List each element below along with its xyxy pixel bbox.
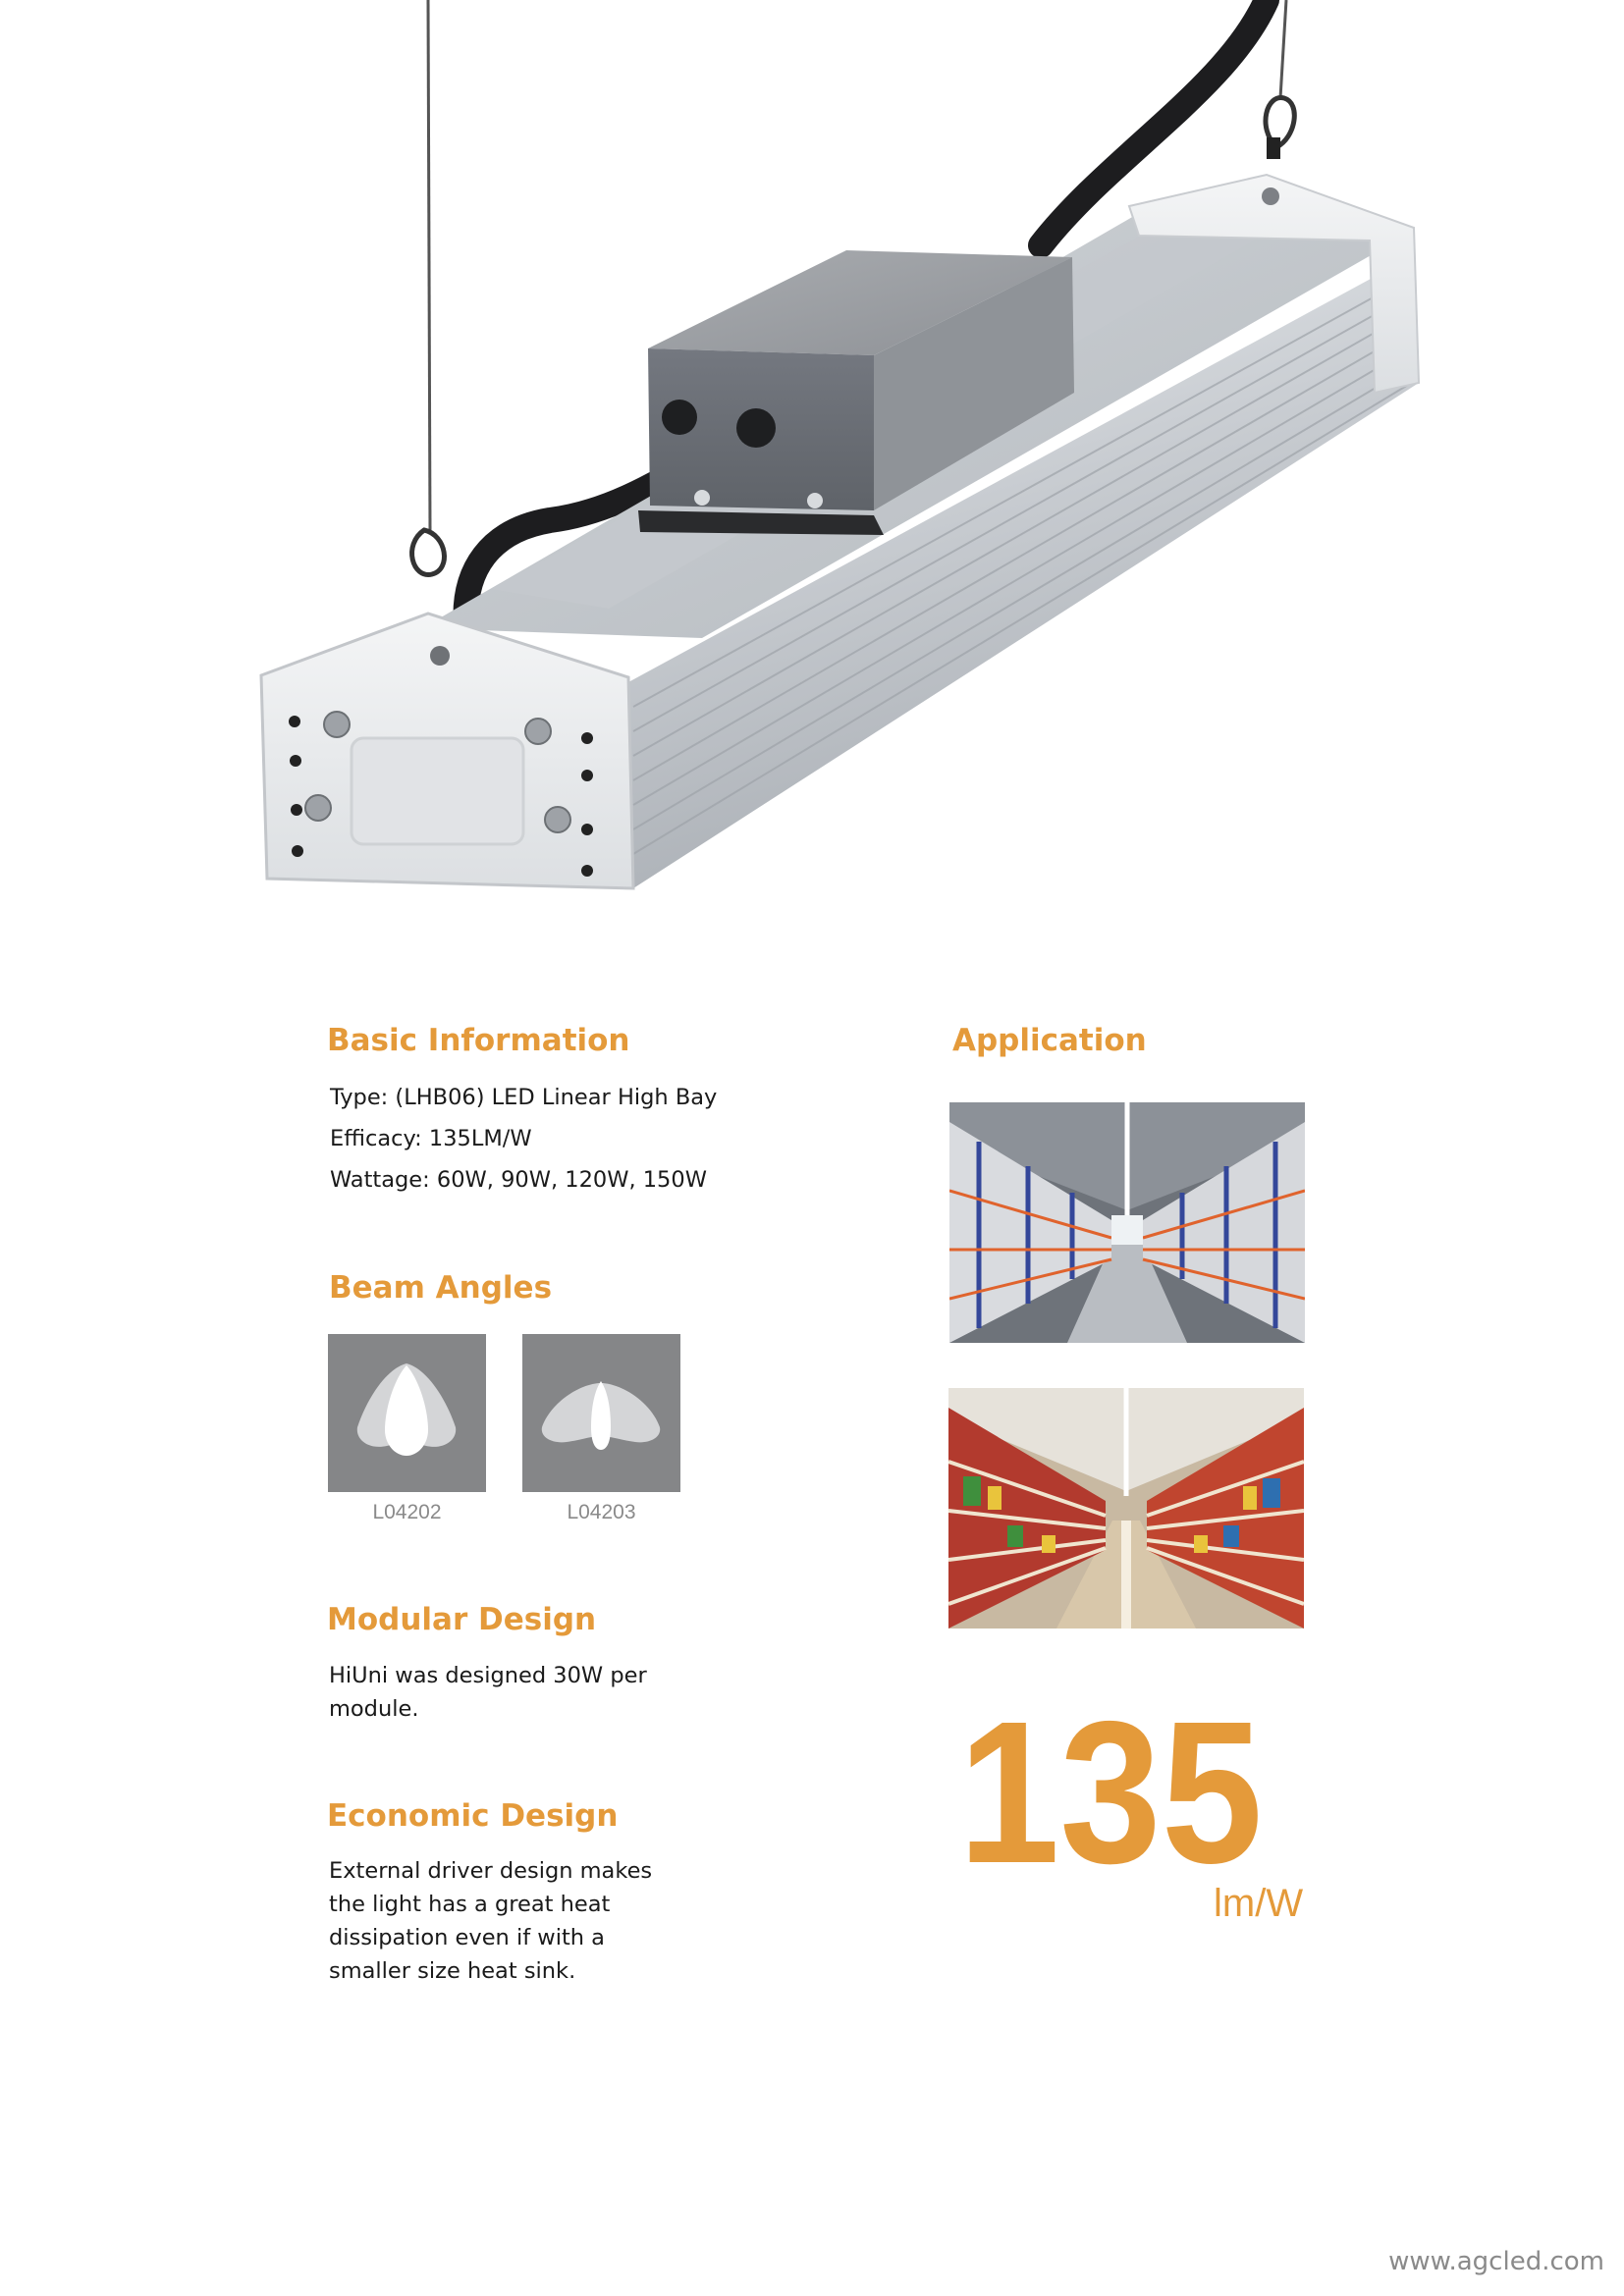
modular-design-text: HiUni was designed 30W per module. [329, 1663, 647, 1722]
application-photo-warehouse [949, 1102, 1305, 1343]
info-wattage: Wattage: 60W, 90W, 120W, 150W [330, 1167, 707, 1193]
economic-design-text: External driver design makes the light has a great heat dissipation even if with a smaller size heat sink. [329, 1858, 653, 1984]
heading-application: Application [952, 1023, 1147, 1058]
website-url[interactable]: www.agcled.com [1388, 2247, 1604, 2276]
application-photo-supermarket [948, 1388, 1304, 1629]
product-image-linear-high-bay [0, 0, 1624, 933]
info-type: Type: (LHB06) LED Linear High Bay [330, 1085, 718, 1110]
basic-info-list [330, 1077, 717, 1201]
efficacy-value-135 [948, 1681, 1272, 1892]
wide-beam-pattern-icon [522, 1334, 680, 1492]
heading-beam-angles: Beam Angles [329, 1270, 553, 1306]
beam-angle-box-l04202 [328, 1334, 486, 1492]
svg-text:135: 135 [958, 1681, 1263, 1892]
narrow-beam-pattern-icon [328, 1334, 486, 1492]
beam-angle-box-l04203 [522, 1334, 680, 1492]
beam-code-l04202: L04202 [372, 1501, 442, 1523]
heading-basic-information: Basic Information [327, 1023, 630, 1058]
info-efficacy: Efficacy: 135LM/W [330, 1126, 532, 1151]
heading-economic-design: Economic Design [327, 1798, 619, 1834]
heading-modular-design: Modular Design [327, 1602, 597, 1637]
efficacy-unit: lm/W [1214, 1882, 1304, 1925]
beam-code-l04203: L04203 [567, 1501, 636, 1523]
